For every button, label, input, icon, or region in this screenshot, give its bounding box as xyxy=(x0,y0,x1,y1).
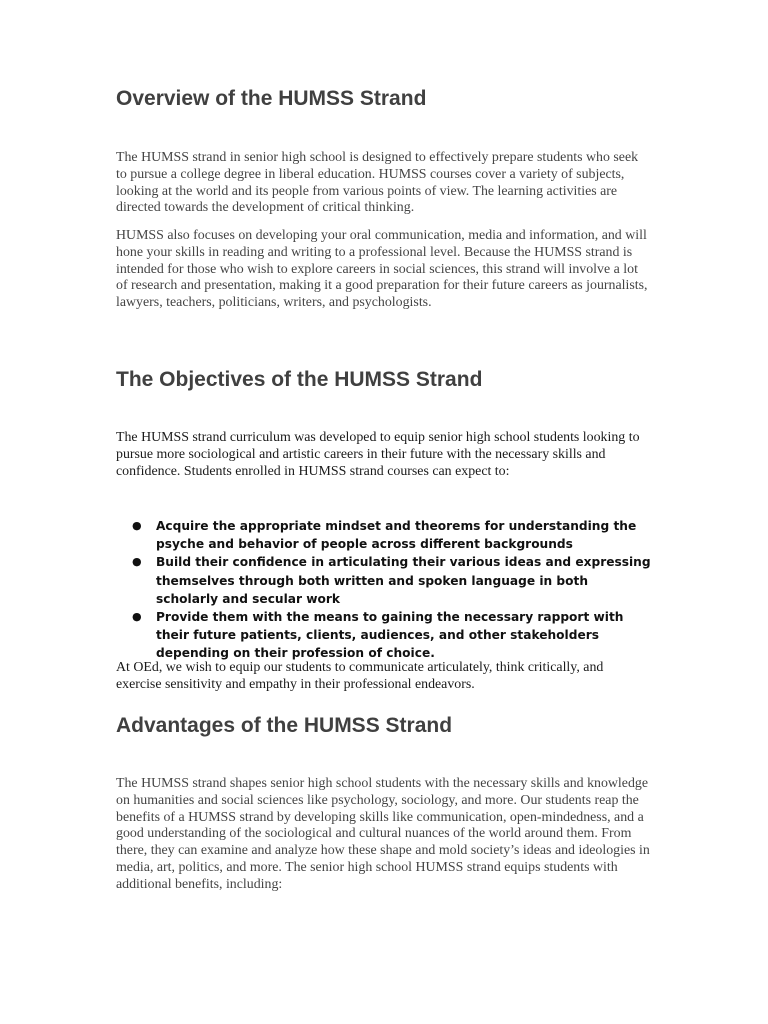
objectives-closing: At OEd, we wish to equip our students to communicate articulately, think critically, and exercise sensitivity and empathy in their professional endeavors. xyxy=(116,660,604,692)
advantages-intro: The HUMSS strand shapes senior high school students with the necessary skills and knowledge on humanities and social sciences like psychology, sociology, and more. Our students reap the benefits of a HUMSS strand by developing skills like communication, open-mindedness, and a good understanding of the sociological and cultural nuances of the world around them. From there, they can examine and analyze how these shape and mold society’s ideas and ideologies in media, art, politics, and more. The senior high school HUMSS strand equips students with additional benefits, including: xyxy=(116,776,650,892)
list-item xyxy=(116,517,652,553)
overview-heading: Overview of the HUMSS Strand xyxy=(116,87,427,110)
advantages-heading: Advantages of the HUMSS Strand xyxy=(116,714,453,737)
list-item xyxy=(116,608,652,663)
objectives-bullet-list xyxy=(116,517,652,663)
overview-paragraph-1: The HUMSS strand in senior high school is designed to effectively prepare students who seek to pursue a college degree in liberal education. HUMSS courses cover a variety of subjects, looking at the world and its people from various points of view. The learning activities are directed towards the development of critical thinking. xyxy=(116,150,639,216)
objectives-heading: The Objectives of the HUMSS Strand xyxy=(116,368,483,391)
list-item xyxy=(116,553,652,608)
bullet-icon: ● xyxy=(132,610,142,624)
bullet-text: Provide them with the means to gaining the necessary rapport with their future patients, clients, audiences, and other stakeholders depending on their profession of choice. xyxy=(156,610,624,661)
bullet-icon: ● xyxy=(132,555,142,569)
objectives-intro: The HUMSS strand curriculum was developed to equip senior high school students looking to pursue more sociological and artistic careers in their future with the necessary skills and confidence. Students enrolled in HUMSS strand courses can expect to: xyxy=(116,430,640,479)
bullet-icon: ● xyxy=(132,519,142,532)
overview-paragraph-2: HUMSS also focuses on developing your oral communication, media and information, and will hone your skills in reading and writing to a professional level. Because the HUMSS strand is intended for those who wish to explore careers in social sciences, this strand will involve a lot of research and presentation, making it a good preparation for their future careers as journalists, lawyers, teachers, politicians, writers, and psychologists. xyxy=(116,228,648,311)
bullet-text: Build their confidence in articulating their various ideas and expressing themselves through both written and spoken language in both scholarly and secular work xyxy=(156,555,651,606)
bullet-text: Acquire the appropriate mindset and theorems for understanding the psyche and behavior of people across different backgrounds xyxy=(156,519,637,552)
